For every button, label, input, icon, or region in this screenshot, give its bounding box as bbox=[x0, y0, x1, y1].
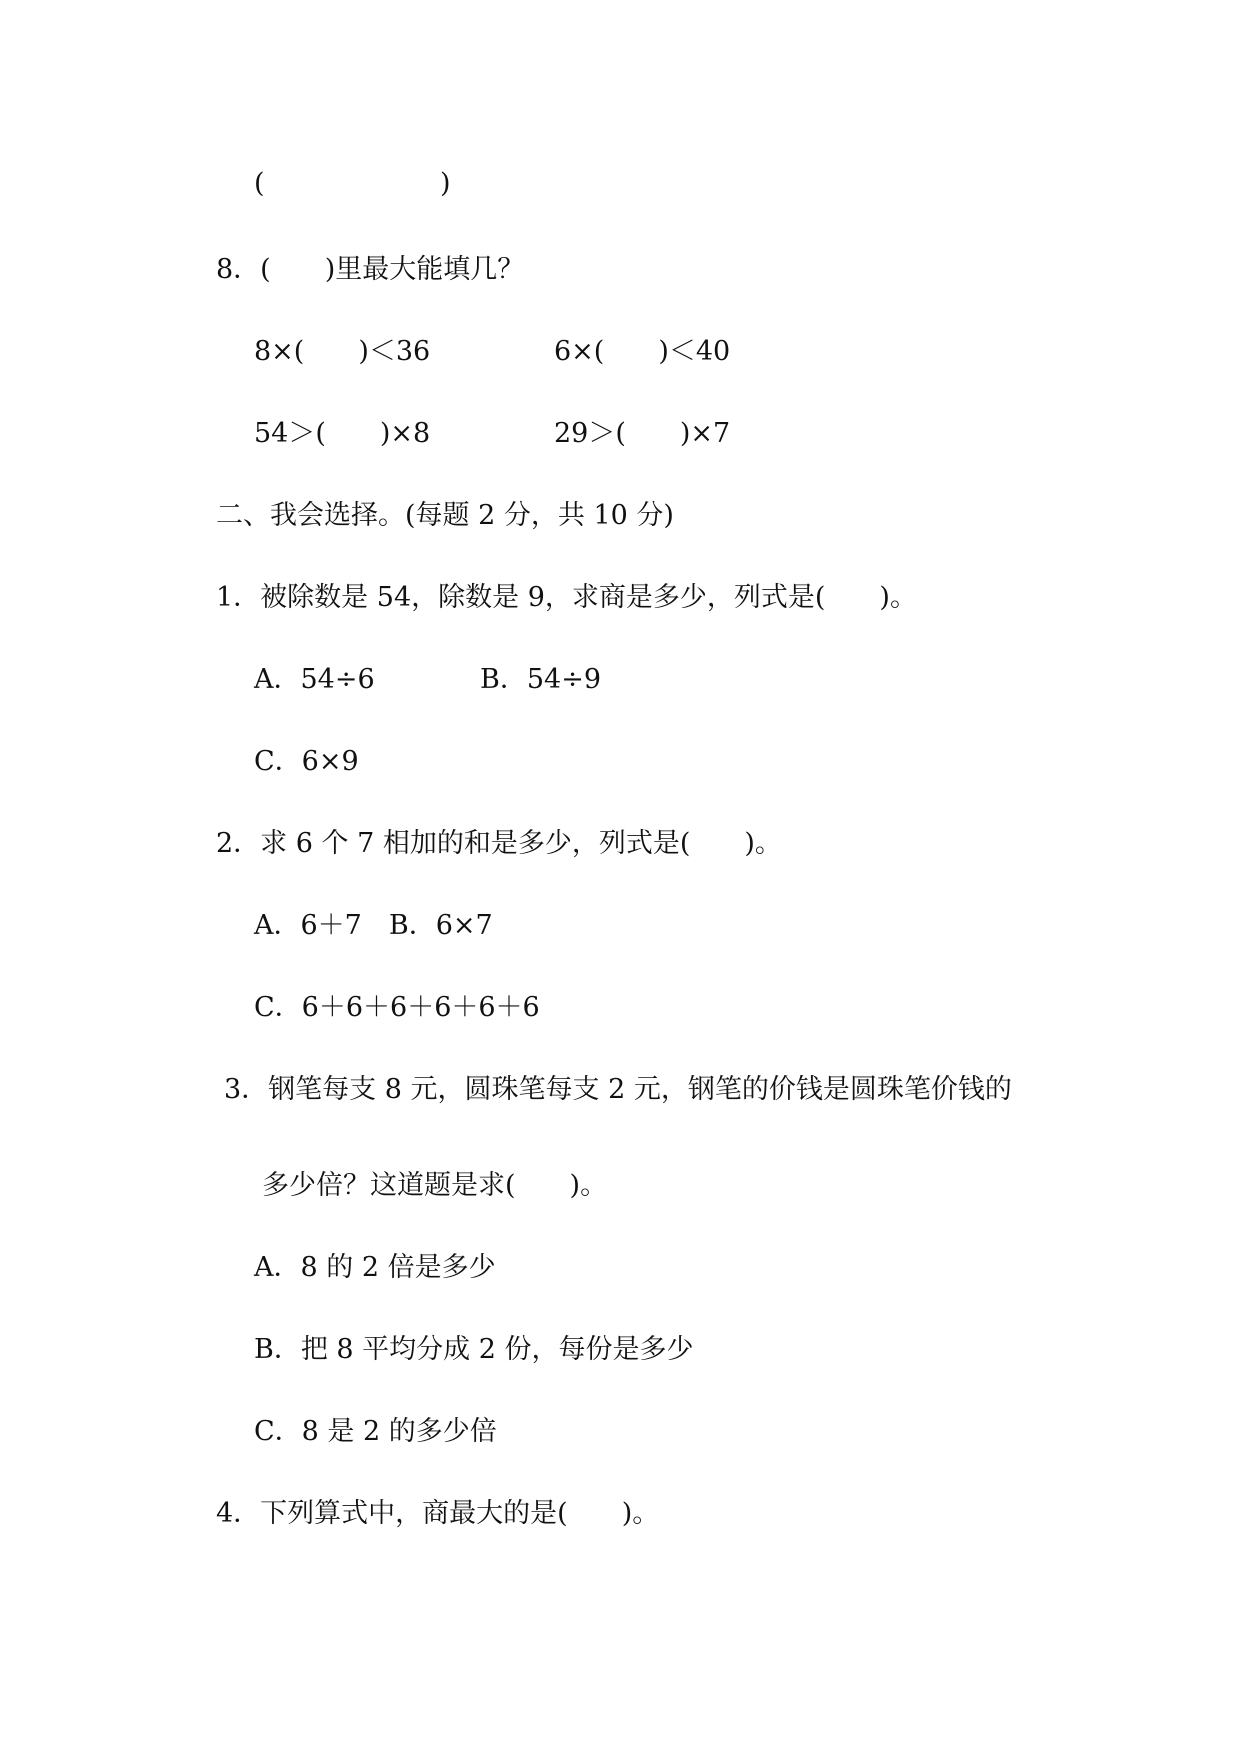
s2-q1-option-c: C．6×9 bbox=[254, 746, 359, 777]
q8-expr-2: 6×( )＜40 bbox=[554, 336, 731, 367]
q8-expr-4: 29＞( )×7 bbox=[554, 418, 731, 449]
answer-blank-open: ( bbox=[254, 168, 265, 199]
q8-question: 8．( )里最大能填几？ bbox=[216, 254, 525, 285]
section-heading: 二、我会选择。(每题 2 分，共 10 分) bbox=[216, 500, 674, 531]
s2-q3-option-a: A．8 的 2 倍是多少 bbox=[254, 1252, 496, 1283]
s2-q2-options-ab: A．6＋7 B．6×7 bbox=[254, 910, 493, 941]
s2-q2-question: 2．求 6 个 7 相加的和是多少，列式是( )。 bbox=[216, 828, 782, 859]
q8-expr-3: 54＞( )×8 bbox=[254, 418, 431, 449]
s2-q1-question: 1．被除数是 54，除数是 9，求商是多少，列式是( )。 bbox=[216, 582, 917, 613]
s2-q2-option-c: C．6＋6＋6＋6＋6＋6 bbox=[254, 992, 540, 1023]
answer-blank-close: ) bbox=[440, 168, 451, 199]
s2-q3-option-b: B．把 8 平均分成 2 份，每份是多少 bbox=[254, 1334, 694, 1365]
s2-q3-question-line2: 多少倍？这道题是求( )。 bbox=[262, 1170, 608, 1201]
s2-q4-question: 4．下列算式中，商最大的是( )。 bbox=[216, 1498, 660, 1529]
s2-q1-option-a: A．54÷6 bbox=[254, 664, 375, 695]
s2-q3-option-c: C．8 是 2 的多少倍 bbox=[254, 1416, 497, 1447]
s2-q3-question-line1: 3．钢笔每支 8 元，圆珠笔每支 2 元，钢笔的价钱是圆珠笔价钱的 bbox=[224, 1074, 1012, 1105]
s2-q1-option-b: B．54÷9 bbox=[480, 664, 601, 695]
q8-expr-1: 8×( )＜36 bbox=[254, 336, 431, 367]
